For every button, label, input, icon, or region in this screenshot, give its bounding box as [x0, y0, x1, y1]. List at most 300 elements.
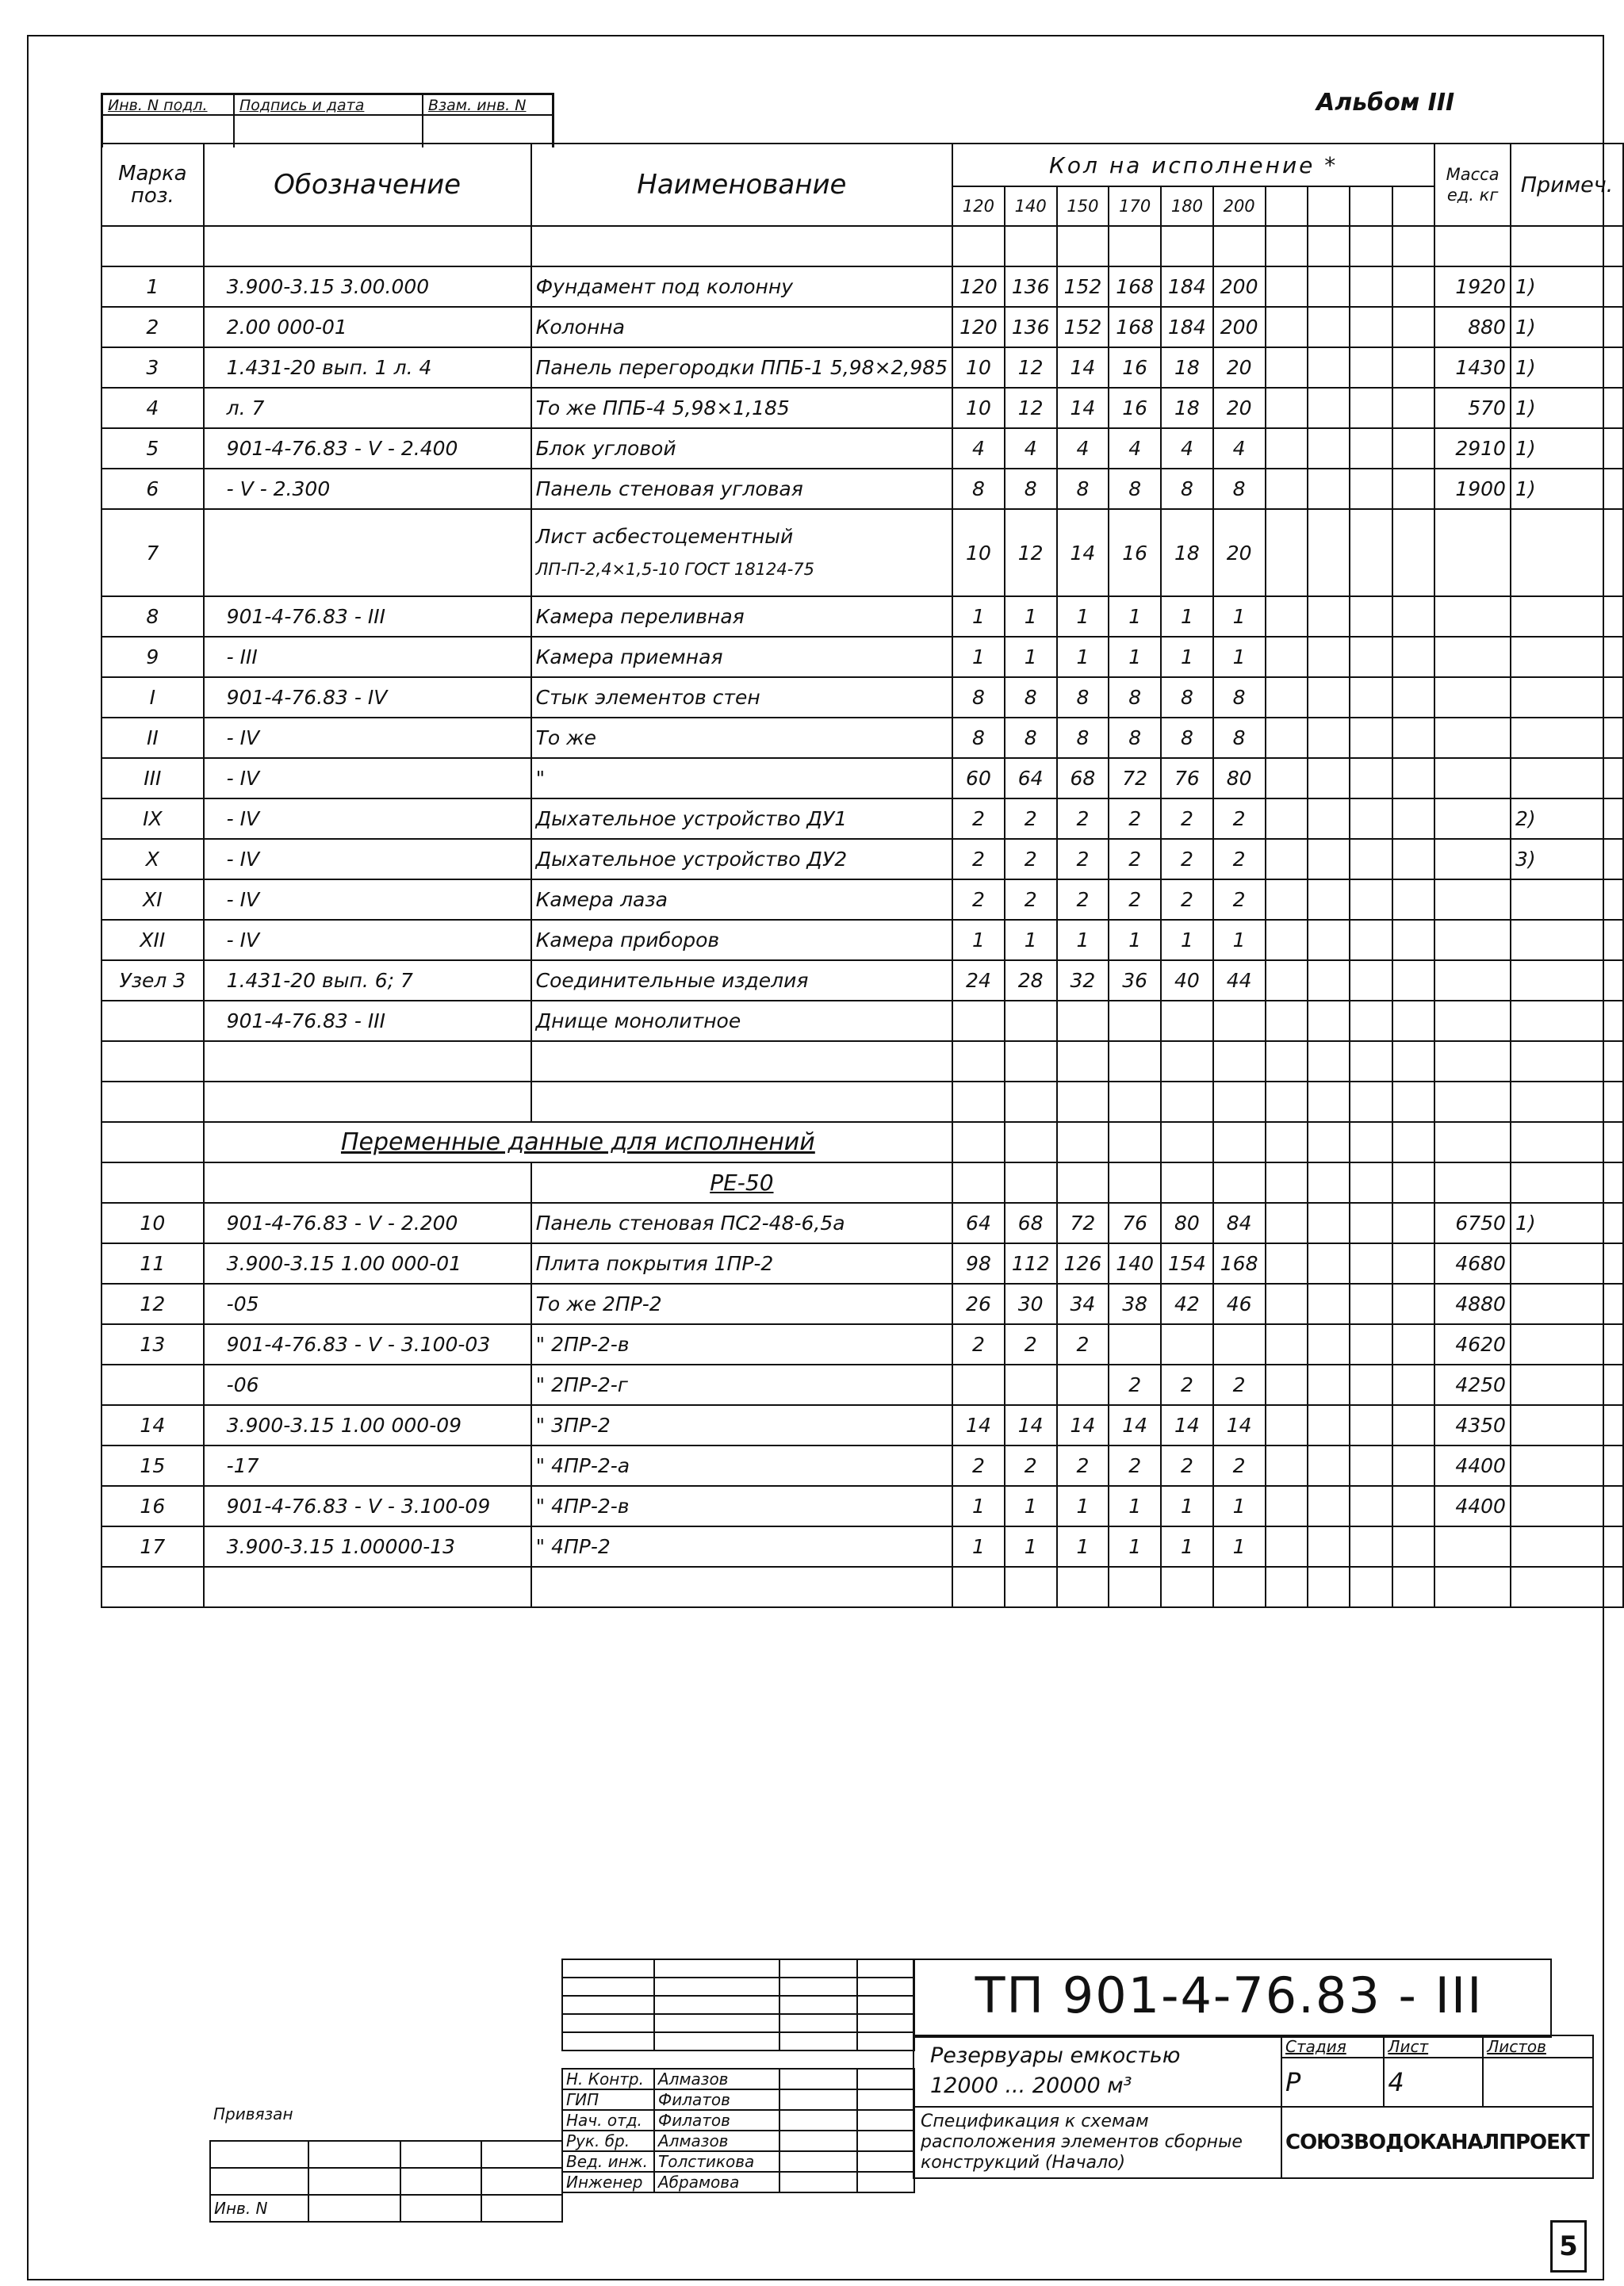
row-mark: II: [102, 718, 204, 758]
empty-cell: [1308, 718, 1350, 758]
empty-cell: [1392, 1001, 1434, 1041]
row-qty: [1213, 1041, 1266, 1082]
row-qty: 42: [1161, 1284, 1213, 1324]
row-qty: 10: [952, 509, 1005, 596]
row-qty: 44: [1213, 960, 1266, 1001]
row-qty: 76: [1109, 1203, 1161, 1243]
date-cell: [857, 2172, 914, 2192]
row-name: [531, 1405, 952, 1446]
row-mass: 1430: [1434, 347, 1511, 388]
row-designation: - IV: [204, 839, 531, 879]
row-name-text: " 2ПР-2-г: [535, 1373, 628, 1396]
role-row: [562, 2151, 914, 2172]
table-row: [102, 798, 1623, 839]
empty-cell: [1308, 266, 1350, 307]
row-qty: 68: [1057, 758, 1109, 798]
row-qty: 4: [1005, 428, 1057, 469]
row-name: [531, 798, 952, 839]
attached-label: Привязан: [210, 2104, 562, 2141]
row-qty: 1: [952, 1526, 1005, 1567]
row-qty: [1005, 1041, 1057, 1082]
row-designation: 2.00 000-01: [204, 307, 531, 347]
row-name: [531, 758, 952, 798]
page-stamp: 5: [1550, 2220, 1587, 2273]
empty-cell: [1350, 1486, 1392, 1526]
row-name-text: Камера приборов: [535, 929, 720, 952]
row-qty: 40: [1161, 960, 1213, 1001]
empty-cell: [1308, 428, 1350, 469]
row-note: [1511, 1446, 1623, 1486]
row-note: 1): [1511, 388, 1623, 428]
row-qty: 4: [1109, 428, 1161, 469]
object-title: Резервуары емкостью: [930, 2043, 1181, 2068]
row-qty: 168: [1109, 266, 1161, 307]
empty-cell: [1350, 1082, 1392, 1122]
table-row: [102, 1446, 1623, 1486]
row-qty: [1057, 1365, 1109, 1405]
row-name-text: Соединительные изделия: [535, 969, 809, 992]
empty-cell: [1350, 1526, 1392, 1567]
row-name-text: То же ППБ-4 5,98×1,185: [535, 396, 790, 419]
row-qty: [1109, 1041, 1161, 1082]
signature: [779, 2110, 857, 2131]
row-qty: 1: [1005, 596, 1057, 637]
row-mass: [1434, 920, 1511, 960]
row-name: [531, 879, 952, 920]
row-mark: I: [102, 677, 204, 718]
table-row: [102, 226, 1623, 266]
row-name: [531, 388, 952, 428]
empty-cell: [1392, 596, 1434, 637]
row-name: [531, 1203, 952, 1243]
row-qty: 12: [1005, 347, 1057, 388]
row-qty: 1: [1213, 637, 1266, 677]
row-qty: 2: [952, 1446, 1005, 1486]
row-qty: 12: [1005, 388, 1057, 428]
row-qty: 2: [1057, 879, 1109, 920]
row-name-text: ": [535, 767, 546, 790]
row-note: [1511, 920, 1623, 960]
row-note: 1): [1511, 347, 1623, 388]
row-qty: 1: [1161, 596, 1213, 637]
row-mark: 1: [102, 266, 204, 307]
row-qty: 140: [1109, 1243, 1161, 1284]
row-qty: 2: [1109, 1365, 1161, 1405]
empty-cell: [1350, 596, 1392, 637]
row-qty: 32: [1057, 960, 1109, 1001]
row-qty: 1: [1005, 1486, 1057, 1526]
row-qty: 2: [1005, 839, 1057, 879]
table-row: [102, 1486, 1623, 1526]
row-mass: [1434, 637, 1511, 677]
row-qty: 80: [1161, 1203, 1213, 1243]
empty-cell: [1392, 637, 1434, 677]
empty-cell: [1350, 266, 1392, 307]
specification-table: [101, 143, 1624, 1608]
row-qty: 98: [952, 1243, 1005, 1284]
row-qty: 1: [952, 596, 1005, 637]
empty-cell: [1392, 428, 1434, 469]
empty-cell: [1266, 1284, 1308, 1324]
role-label: Нач. отд.: [562, 2110, 654, 2131]
sheet-title-2: конструкций (Начало): [921, 2153, 1126, 2173]
table-row: [102, 839, 1623, 879]
table-row: [102, 920, 1623, 960]
row-note: 1): [1511, 307, 1623, 347]
version-150: 150: [1057, 186, 1109, 226]
empty-cell: [1350, 879, 1392, 920]
table-row: [102, 596, 1623, 637]
row-qty: [952, 1001, 1005, 1041]
row-name-text: " 4ПР-2-в: [535, 1495, 630, 1518]
row-qty: 14: [1005, 1405, 1057, 1446]
date-cell: [857, 2069, 914, 2089]
row-name: [531, 1041, 952, 1082]
table-row: [102, 1284, 1623, 1324]
empty-cell: [1266, 798, 1308, 839]
row-qty: 184: [1161, 307, 1213, 347]
row-qty: [1109, 1324, 1161, 1365]
role-label: Рук. бр.: [562, 2131, 654, 2151]
row-qty: 1: [1161, 637, 1213, 677]
row-note: [1511, 677, 1623, 718]
col-mark-header: Марка поз.: [102, 144, 204, 226]
row-qty: 1: [1109, 1526, 1161, 1567]
row-mass: 880: [1434, 307, 1511, 347]
row-qty: 200: [1213, 266, 1266, 307]
table-row: [102, 677, 1623, 718]
row-name-text: Лист асбестоцементный: [535, 524, 794, 548]
row-designation: [204, 1041, 531, 1082]
row-note: [1511, 1041, 1623, 1082]
empty-cell: [1266, 388, 1308, 428]
empty-cell: [1350, 1365, 1392, 1405]
row-qty: 10: [952, 388, 1005, 428]
empty-cell: [1350, 758, 1392, 798]
row-note: [1511, 1486, 1623, 1526]
empty-cell: [1266, 1486, 1308, 1526]
row-qty: 10: [952, 347, 1005, 388]
row-designation: 901-4-76.83 - III: [204, 596, 531, 637]
col-name-header: Наименование: [531, 144, 952, 226]
row-mark: 5: [102, 428, 204, 469]
table-row: [102, 1001, 1623, 1041]
empty-cell: [1392, 469, 1434, 509]
row-qty: 8: [1109, 677, 1161, 718]
row-designation: 3.900-3.15 1.00000-13: [204, 1526, 531, 1567]
empty-cell: [1308, 1082, 1350, 1122]
row-designation: 3.900-3.15 1.00 000-01: [204, 1243, 531, 1284]
row-designation: -17: [204, 1446, 531, 1486]
row-name: [531, 469, 952, 509]
empty-cell: [1266, 1041, 1308, 1082]
row-qty: [1057, 226, 1109, 266]
row-name: [531, 839, 952, 879]
row-qty: 1: [952, 1486, 1005, 1526]
empty-cell: [1308, 509, 1350, 596]
empty-cell: [1350, 718, 1392, 758]
row-name: [531, 1082, 952, 1122]
signature: [779, 2172, 857, 2192]
row-qty: 8: [952, 469, 1005, 509]
row-name: [531, 596, 952, 637]
empty-cell: [1308, 1203, 1350, 1243]
row-note: [1511, 509, 1623, 596]
row-qty: 1: [1057, 920, 1109, 960]
row-name-text-2: ЛП-П-2,4×1,5-10 ГОСТ 18124-75: [535, 559, 815, 579]
empty-cell: [1266, 1446, 1308, 1486]
row-mark: [102, 1001, 204, 1041]
empty-cell: [1308, 839, 1350, 879]
row-designation: -06: [204, 1365, 531, 1405]
row-mass: 4400: [1434, 1486, 1511, 1526]
row-qty: 36: [1109, 960, 1161, 1001]
table-row: [102, 1082, 1623, 1122]
inventory-box: [101, 93, 554, 147]
table-row: [102, 1405, 1623, 1446]
empty-cell: [1392, 798, 1434, 839]
row-designation: - IV: [204, 718, 531, 758]
empty-cell: [1350, 637, 1392, 677]
signature: [779, 2151, 857, 2172]
row-mark: 14: [102, 1405, 204, 1446]
row-qty: 18: [1161, 347, 1213, 388]
row-mark: 2: [102, 307, 204, 347]
row-designation: - IV: [204, 920, 531, 960]
row-qty: 2: [952, 839, 1005, 879]
stage-label: Стадия: [1281, 2035, 1384, 2058]
table-row: [102, 637, 1623, 677]
row-name-text: Камера лаза: [535, 888, 668, 911]
empty-cell: [1266, 960, 1308, 1001]
row-qty: 16: [1109, 388, 1161, 428]
row-qty: 1: [1109, 596, 1161, 637]
row-qty: 2: [1109, 839, 1161, 879]
row-qty: 184: [1161, 266, 1213, 307]
sheet-title: Спецификация к схемам расположения элементов сборные: [921, 2112, 1243, 2152]
row-qty: 154: [1161, 1243, 1213, 1284]
row-mass: [1434, 677, 1511, 718]
row-qty: 1: [952, 920, 1005, 960]
row-note: 3): [1511, 839, 1623, 879]
row-qty: [1005, 1001, 1057, 1041]
row-mark: [102, 1041, 204, 1082]
row-designation: 901-4-76.83 - III: [204, 1001, 531, 1041]
version-140: 140: [1005, 186, 1057, 226]
row-name: [531, 1365, 952, 1405]
row-mark: IX: [102, 798, 204, 839]
row-qty: 8: [1161, 469, 1213, 509]
row-qty: 12: [1005, 509, 1057, 596]
row-qty: 8: [1057, 718, 1109, 758]
row-note: [1511, 596, 1623, 637]
row-qty: 8: [1213, 677, 1266, 718]
row-qty: 2: [1057, 798, 1109, 839]
row-name: [531, 1324, 952, 1365]
row-qty: 14: [1109, 1405, 1161, 1446]
row-qty: [952, 1365, 1005, 1405]
row-qty: 46: [1213, 1284, 1266, 1324]
row-designation: - IV: [204, 758, 531, 798]
row-qty: 2: [1213, 879, 1266, 920]
row-designation: л. 7: [204, 388, 531, 428]
row-name-text: Плита покрытия 1ПР-2: [535, 1252, 774, 1275]
role-label: Инженер: [562, 2172, 654, 2192]
row-qty: 64: [1005, 758, 1057, 798]
row-name-text: Днище монолитное: [535, 1009, 741, 1032]
row-name-text: Дыхательное устройство ДУ1: [535, 807, 848, 830]
row-mass: 4620: [1434, 1324, 1511, 1365]
row-qty: 2: [1057, 1324, 1109, 1365]
row-qty: [952, 1041, 1005, 1082]
row-mass: 4350: [1434, 1405, 1511, 1446]
row-qty: 68: [1005, 1203, 1057, 1243]
row-qty: 2: [952, 1324, 1005, 1365]
row-mark: 17: [102, 1526, 204, 1567]
row-qty: 20: [1213, 388, 1266, 428]
stage-value: Р: [1281, 2058, 1384, 2107]
row-note: 2): [1511, 798, 1623, 839]
row-qty: 38: [1109, 1284, 1161, 1324]
row-mass: 4680: [1434, 1243, 1511, 1284]
empty-cell: [1266, 428, 1308, 469]
row-name: [531, 718, 952, 758]
role-row: [562, 2172, 914, 2192]
role-person: Абрамова: [654, 2172, 779, 2192]
role-person: Филатов: [654, 2110, 779, 2131]
row-qty: 2: [1213, 1446, 1266, 1486]
row-qty: 1: [1213, 1486, 1266, 1526]
row-designation: [204, 509, 531, 596]
row-qty: 8: [952, 677, 1005, 718]
row-qty: 2: [952, 798, 1005, 839]
empty-cell: [1392, 509, 1434, 596]
document-code: ТП 901-4-76.83 - III: [975, 1966, 1484, 2024]
organization: СОЮЗВОДОКАНАЛПРОЕКТ: [1281, 2107, 1593, 2178]
role-label: Н. Контр.: [562, 2069, 654, 2089]
row-qty: 120: [952, 307, 1005, 347]
row-mark: Узел 3: [102, 960, 204, 1001]
row-qty: 2: [1161, 1365, 1213, 1405]
empty-cell: [1392, 226, 1434, 266]
row-designation: 901-4-76.83 - V - 2.200: [204, 1203, 531, 1243]
empty-cell: [1266, 718, 1308, 758]
row-qty: 2: [1109, 879, 1161, 920]
role-person: Алмазов: [654, 2069, 779, 2089]
empty-cell: [1308, 1446, 1350, 1486]
row-mark: 8: [102, 596, 204, 637]
version-200: 200: [1213, 186, 1266, 226]
row-qty: 28: [1005, 960, 1057, 1001]
row-qty: 1: [1161, 1486, 1213, 1526]
row-qty: 2: [1005, 798, 1057, 839]
table-row: [102, 428, 1623, 469]
row-qty: 14: [1213, 1405, 1266, 1446]
table-row: [102, 1526, 1623, 1567]
row-designation: 3.900-3.15 3.00.000: [204, 266, 531, 307]
attachment-table: [209, 2104, 563, 2223]
table-row: [102, 1203, 1623, 1243]
row-name: [531, 266, 952, 307]
empty-cell: [1392, 839, 1434, 879]
signature: [779, 2131, 857, 2151]
row-name: [531, 509, 952, 596]
table-row: [102, 388, 1623, 428]
row-qty: 4: [952, 428, 1005, 469]
row-name-text: Панель стеновая ПС2-48-6,5а: [535, 1212, 845, 1235]
row-mark: III: [102, 758, 204, 798]
row-qty: 4: [1213, 428, 1266, 469]
row-mass: 4880: [1434, 1284, 1511, 1324]
row-name: [531, 637, 952, 677]
date-cell: [857, 2110, 914, 2131]
row-qty: 200: [1213, 307, 1266, 347]
row-designation: 901-4-76.83 - V - 3.100-03: [204, 1324, 531, 1365]
empty-cell: [1266, 1001, 1308, 1041]
empty-cell: [1266, 266, 1308, 307]
row-qty: [1005, 226, 1057, 266]
row-name: [531, 428, 952, 469]
row-designation: - V - 2.300: [204, 469, 531, 509]
col-designation-header: Обозначение: [204, 144, 531, 226]
row-qty: 8: [1213, 469, 1266, 509]
date-cell: [857, 2131, 914, 2151]
sheets-value: [1483, 2058, 1593, 2107]
row-qty: [1109, 1082, 1161, 1122]
row-mark: 11: [102, 1243, 204, 1284]
row-qty: [1161, 1082, 1213, 1122]
empty-cell: [1266, 596, 1308, 637]
row-qty: 24: [952, 960, 1005, 1001]
row-qty: 16: [1109, 347, 1161, 388]
row-mass: [1434, 226, 1511, 266]
row-mass: [1434, 718, 1511, 758]
role-row: [562, 2089, 914, 2110]
date-cell: [857, 2089, 914, 2110]
role-row: [562, 2069, 914, 2089]
row-note: [1511, 1324, 1623, 1365]
row-qty: 1: [1005, 920, 1057, 960]
role-person: Алмазов: [654, 2131, 779, 2151]
row-qty: 1: [1213, 596, 1266, 637]
empty-cell: [1308, 960, 1350, 1001]
row-mark: [102, 1365, 204, 1405]
inv-label: Инв. N подл.: [103, 95, 235, 116]
row-qty: [1161, 226, 1213, 266]
row-qty: 8: [952, 718, 1005, 758]
row-qty: 2: [1109, 798, 1161, 839]
empty-cell: [1308, 596, 1350, 637]
table-row: [102, 347, 1623, 388]
row-qty: 14: [1057, 388, 1109, 428]
empty-cell: [1308, 1284, 1350, 1324]
row-qty: [1057, 1001, 1109, 1041]
version-120: 120: [952, 186, 1005, 226]
row-name: [531, 226, 952, 266]
row-mass: [1434, 839, 1511, 879]
sheets-label: Листов: [1483, 2035, 1593, 2058]
row-qty: 8: [1161, 677, 1213, 718]
row-mass: [1434, 1001, 1511, 1041]
row-note: [1511, 226, 1623, 266]
empty-cell: [1266, 509, 1308, 596]
table-row: [102, 1243, 1623, 1284]
row-qty: 2: [1005, 1446, 1057, 1486]
row-qty: 1: [1109, 1486, 1161, 1526]
row-name: [531, 677, 952, 718]
row-qty: 60: [952, 758, 1005, 798]
row-qty: 8: [1161, 718, 1213, 758]
